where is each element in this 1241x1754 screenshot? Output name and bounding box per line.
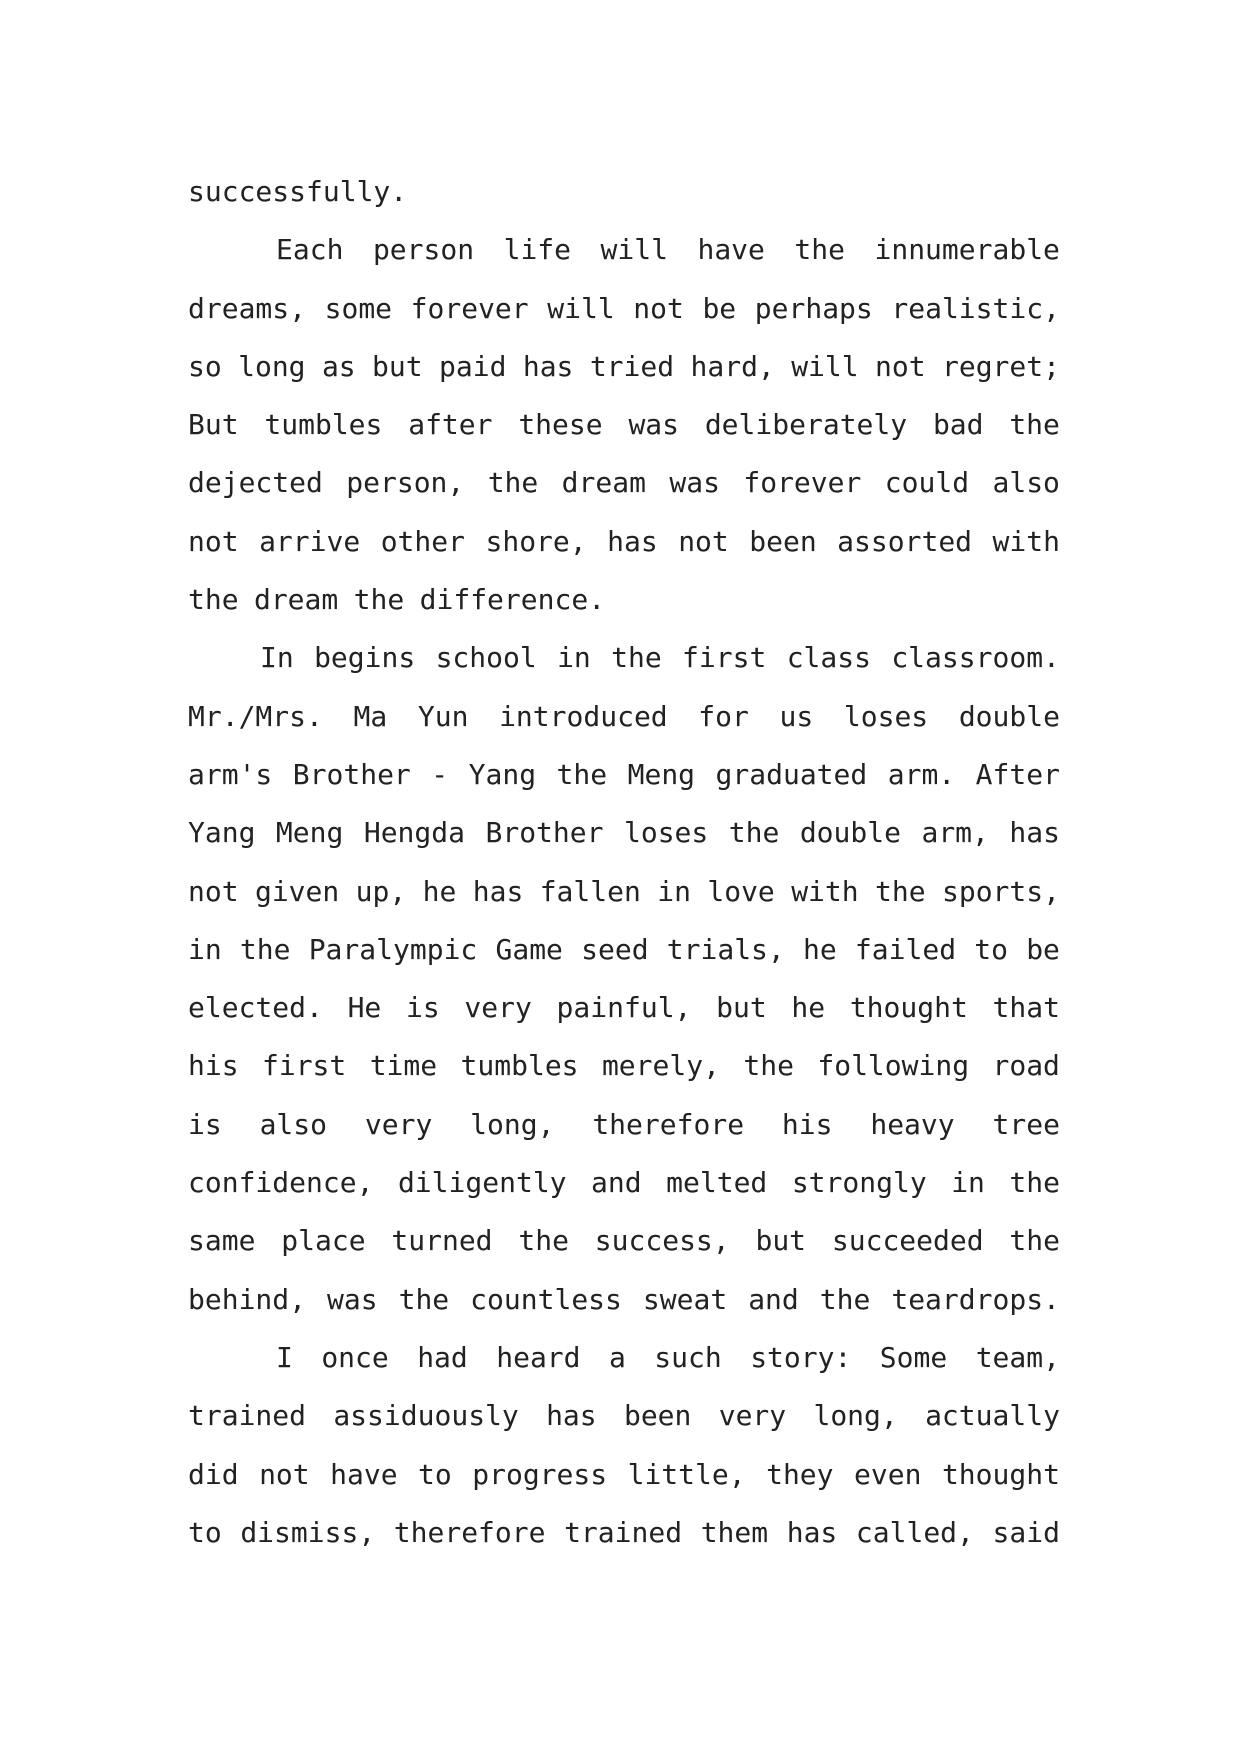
word: regret; (941, 349, 1060, 383)
word: and (748, 1282, 799, 1316)
word: assiduously (333, 1399, 519, 1433)
text-line (188, 1271, 1060, 1329)
word: very (364, 1107, 433, 1141)
word: has (472, 874, 524, 908)
word: seed (581, 932, 649, 966)
word: time (369, 1049, 438, 1083)
word: Ma (353, 699, 388, 733)
word: Game (495, 932, 563, 966)
word: Brother (485, 816, 604, 850)
word: not (259, 1457, 310, 1491)
word: introduced (499, 699, 668, 733)
text-line (188, 396, 1060, 454)
word: actually (925, 1399, 1060, 1433)
word: not (188, 524, 239, 558)
word: trained (564, 1515, 683, 1549)
word: perhaps (754, 291, 873, 325)
word: the (794, 233, 845, 267)
word: once (321, 1340, 389, 1374)
word: school (435, 641, 537, 675)
word: thought (849, 991, 968, 1025)
word: his (781, 1107, 833, 1141)
word: elected. (188, 991, 323, 1025)
word: given (254, 874, 340, 908)
word: loses (623, 816, 709, 850)
word: very (718, 1399, 787, 1433)
word: countless (470, 1282, 622, 1316)
word: double (958, 699, 1060, 733)
text-line (188, 1154, 1060, 1212)
word: after (408, 408, 493, 442)
text-line (188, 979, 1060, 1037)
word: succeeded (831, 1224, 984, 1258)
text-line (188, 1037, 1060, 1095)
word: a (608, 1340, 626, 1374)
text-line (188, 1096, 1060, 1154)
word: these (518, 408, 603, 442)
word: Brother (292, 757, 411, 791)
word: he (791, 991, 826, 1025)
word: Yang (468, 757, 537, 791)
word: painful, (556, 991, 692, 1025)
word: long, (813, 1399, 898, 1433)
word: little, (627, 1457, 746, 1491)
text-line (188, 1504, 1060, 1562)
word: he (422, 874, 457, 908)
word: is (188, 1107, 222, 1141)
word: first (682, 641, 767, 675)
word: life (503, 233, 572, 267)
word: that (992, 991, 1060, 1025)
word: will (600, 233, 668, 267)
word: arm's (188, 757, 273, 791)
word: the (518, 1224, 569, 1258)
word: has (546, 1399, 597, 1433)
text-line (188, 163, 1060, 221)
word: but (716, 991, 767, 1025)
word: merely, (601, 1049, 720, 1083)
word: In (260, 641, 294, 675)
word: dismiss, (240, 1515, 376, 1549)
word: dejected (188, 466, 323, 500)
word: the (875, 874, 926, 908)
word: such (654, 1340, 722, 1374)
word: Yun (417, 699, 469, 733)
text-line (188, 280, 1060, 338)
word: the (1009, 1224, 1060, 1258)
word: arrive (259, 524, 361, 558)
word: been (749, 524, 817, 558)
word: his (188, 1049, 239, 1083)
word: the (611, 641, 662, 675)
word: the (487, 466, 539, 500)
word: shore, (485, 524, 587, 558)
text-line (188, 863, 1060, 921)
word: could (884, 466, 970, 500)
word: them (700, 1515, 769, 1549)
word: said (992, 1515, 1060, 1549)
text-line (188, 1387, 1060, 1445)
word: long, (470, 1107, 555, 1141)
word: person (372, 233, 475, 267)
word: love (707, 874, 775, 908)
word: After (975, 757, 1060, 791)
word: dream (253, 583, 339, 617)
word: hard, (690, 349, 775, 383)
word: he (802, 932, 837, 966)
word: was (628, 408, 680, 442)
word: turned (391, 1224, 493, 1258)
word: sweat (642, 1282, 728, 1316)
word: to (974, 932, 1008, 966)
word: heavy (870, 1107, 955, 1141)
word: loses (843, 699, 929, 733)
word: success, (594, 1224, 730, 1258)
word: dream (561, 466, 646, 500)
word: forever (410, 291, 529, 325)
word: progress (472, 1457, 608, 1491)
text-line (188, 688, 1060, 746)
word: Mr./Mrs. (188, 699, 323, 733)
word: long (238, 349, 306, 383)
text-line (188, 1212, 1060, 1270)
word: assorted (837, 524, 973, 558)
word: in (557, 641, 591, 675)
word: will (791, 349, 859, 383)
word: But (188, 408, 239, 442)
word: as (321, 349, 356, 383)
word: for (698, 699, 749, 733)
word: thought (941, 1457, 1060, 1491)
word: in (951, 1166, 985, 1200)
word: I (276, 1340, 293, 1374)
word: the (1009, 1166, 1060, 1200)
word: did (188, 1457, 239, 1491)
text-line (188, 921, 1060, 979)
word: was (669, 466, 720, 500)
text-line (188, 629, 1060, 687)
word: same (188, 1224, 256, 1258)
word: paid (439, 349, 507, 383)
word: diligently (397, 1166, 567, 1200)
word: graduated (715, 757, 868, 791)
word: the (398, 1282, 450, 1316)
text-line (188, 338, 1060, 396)
word: the (1009, 408, 1060, 442)
word: us (779, 699, 814, 733)
word: begins (314, 641, 416, 675)
word: story: (750, 1340, 852, 1374)
word: person, (346, 466, 465, 500)
word: have (330, 1457, 398, 1491)
word: first (261, 1049, 347, 1083)
word: is (405, 991, 440, 1025)
word: successfully. (188, 175, 408, 208)
text-line (188, 454, 1060, 512)
word: road (992, 1049, 1060, 1083)
text-line (188, 746, 1060, 804)
text-line (188, 804, 1060, 862)
word: tree (992, 1107, 1060, 1141)
word: but (372, 349, 423, 383)
word: therefore (393, 1515, 546, 1549)
word: to (188, 1515, 222, 1549)
word: sports, (941, 874, 1060, 908)
word: but (755, 1224, 807, 1258)
word: so (188, 349, 222, 383)
word: bad (932, 408, 984, 442)
text-line (188, 513, 1060, 571)
word: forever (743, 466, 862, 500)
body-text (188, 163, 1060, 1562)
word: other (380, 524, 465, 558)
word: failed (854, 932, 957, 966)
word: the (556, 757, 608, 791)
word: realistic, (891, 291, 1060, 325)
text-line (188, 1446, 1060, 1504)
word: deliberately (704, 408, 908, 442)
word: was (327, 1282, 378, 1316)
word: the (239, 932, 291, 966)
word: with (791, 874, 859, 908)
word: Paralympic (308, 932, 478, 966)
word: been (623, 1399, 692, 1433)
word: tumbles (264, 408, 383, 442)
word: Yang (188, 816, 256, 850)
text-line (188, 571, 1060, 629)
word: class (786, 641, 871, 675)
word: therefore (592, 1107, 745, 1141)
word: up, (355, 874, 407, 908)
word: to (418, 1457, 452, 1491)
word: He (347, 991, 382, 1025)
word: trained (188, 1399, 307, 1433)
word: place (281, 1224, 366, 1258)
word: fallen (539, 874, 641, 908)
word: team, (975, 1340, 1060, 1374)
word: arm. (887, 757, 956, 791)
word: Meng (275, 816, 344, 850)
word: Meng (627, 757, 696, 791)
word: even (854, 1457, 922, 1491)
word: has (522, 349, 574, 383)
text-line (188, 1329, 1060, 1387)
word: following (817, 1049, 970, 1083)
word: the (743, 1049, 794, 1083)
word: tried (589, 349, 675, 383)
word: teardrops. (891, 1282, 1060, 1316)
word: confidence, (188, 1166, 374, 1200)
word: also (259, 1107, 328, 1141)
word: strongly (791, 1166, 927, 1200)
word: has (1009, 816, 1060, 850)
word: in (657, 874, 691, 908)
word: very (464, 991, 532, 1025)
word: in (188, 932, 222, 966)
word: not (633, 291, 684, 325)
word: they (766, 1457, 834, 1491)
word: trials, (666, 932, 785, 966)
word: also (992, 466, 1060, 500)
word: Each (276, 233, 344, 267)
word: innumerable (874, 233, 1060, 267)
word: melted (666, 1166, 768, 1200)
word: be (1026, 932, 1060, 966)
word: the (819, 1282, 871, 1316)
text-line (188, 221, 1060, 279)
word: has (607, 524, 658, 558)
word: behind, (188, 1282, 307, 1316)
word: with (992, 524, 1060, 558)
word: called, (855, 1515, 974, 1549)
word: Some (879, 1340, 948, 1374)
word: dreams, (188, 291, 307, 325)
word: have (697, 233, 765, 267)
word: Hengda (363, 816, 465, 850)
word: the (188, 583, 239, 617)
word: difference. (419, 583, 606, 617)
word: tumbles (460, 1049, 579, 1083)
word: the (728, 816, 780, 850)
word: some (324, 291, 393, 325)
word: will (547, 291, 615, 325)
word: the (353, 583, 405, 617)
word: - (431, 757, 449, 791)
word: heard (496, 1340, 581, 1374)
word: be (702, 291, 737, 325)
word: and (591, 1166, 642, 1200)
word: classroom. (891, 641, 1060, 675)
word: not (678, 524, 729, 558)
word: had (417, 1340, 468, 1374)
word: has (786, 1515, 838, 1549)
word: not (875, 349, 926, 383)
word: not (188, 874, 239, 908)
word: arm, (921, 816, 989, 850)
word: double (799, 816, 901, 850)
